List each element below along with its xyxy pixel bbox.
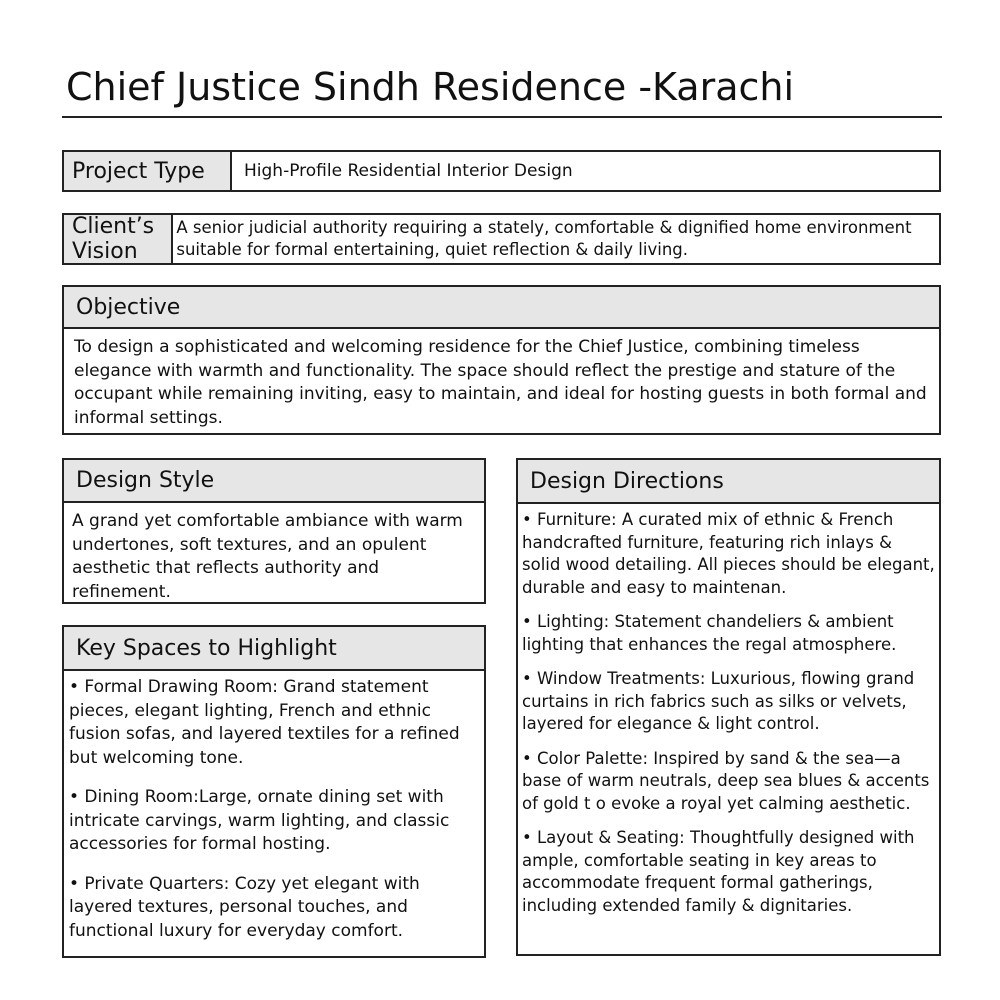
title-divider [62,116,942,118]
objective-section [62,285,941,435]
design-directions-list [518,504,939,917]
design-directions-section [516,458,941,956]
project-type-label: Project Type [64,152,232,190]
key-space-item: • Private Quarters: Cozy yet elegant with layered textures, personal touches, and functional luxury for everyday comfort. [69,873,420,941]
key-spaces-list [64,671,484,943]
design-direction-item: • Layout & Seating: Thoughtfully designed with ample, comfortable seating in key areas to accommodate frequent formal gatherings, including extended family & dignitaries. [522,828,915,915]
page-title: Chief Justice Sindh Residence -Karachi [66,65,795,109]
design-directions-heading: Design Directions [518,460,939,504]
project-type-value: High-Profile Residential Interior Design [244,161,573,181]
design-direction-item: • Lighting: Statement chandeliers & ambient lighting that enhances the regal atmosphere. [522,612,897,654]
key-spaces-heading: Key Spaces to Highlight [64,627,484,671]
client-vision-value: A senior judicial authority requiring a stately, comfortable & dignified home environment suitable for formal entertaining, quiet reflection & daily living. [176,218,912,259]
design-style-text: A grand yet comfortable ambiance with warm undertones, soft textures, and an opulent aesthetic that reflects authority and refinement. [72,511,463,602]
design-direction-item: • Color Palette: Inspired by sand & the sea—a base of warm neutrals, deep sea blues & accents of gold t o evoke a royal yet calming aesthetic. [522,748,930,813]
client-vision-row [62,213,941,265]
project-type-row [62,150,941,192]
design-direction-item: • Window Treatments: Luxurious, flowing grand curtains in rich fabrics such as silks or velvets, layered for elegance & light control. [522,669,915,733]
key-space-item: • Dining Room:Large, ornate dining set with intricate carvings, warm lighting, and classic accessories for formal hosting. [69,787,450,854]
design-style-heading: Design Style [64,460,484,503]
key-spaces-section [62,625,486,958]
design-direction-item: • Furniture: A curated mix of ethnic & French handcrafted furniture, featuring rich inlays & solid wood detailing. All pieces should be elegant, durable and easy to maintenan. [522,510,935,597]
objective-text: To design a sophisticated and welcoming residence for the Chief Justice, combining timeless elegance with warmth and functionality. The space should reflect the prestige and stature of the occupant while remaining inviting, easy to maintain, and ideal for hosting guests in both formal and informal settings. [74,337,927,428]
client-vision-label: Client’s Vision [64,215,173,263]
objective-heading: Objective [64,287,939,329]
design-style-section [62,458,486,604]
key-space-item: • Formal Drawing Room: Grand statement pieces, elegant lighting, French and ethnic fusion sofas, and layered textiles for a refined but welcoming tone. [69,677,460,768]
